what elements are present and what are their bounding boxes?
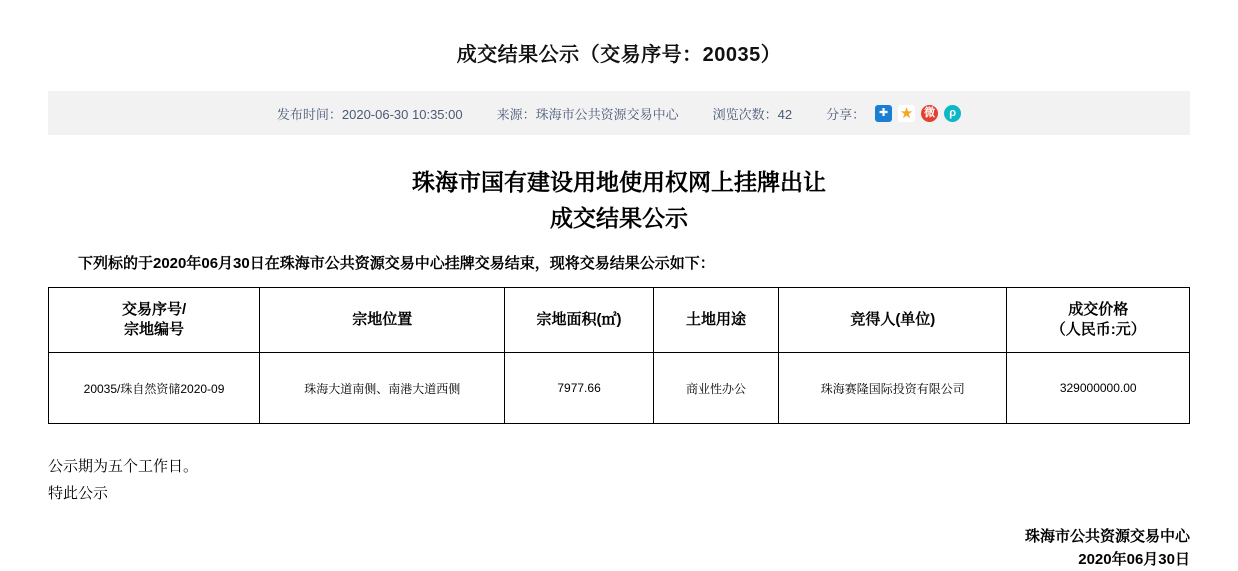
header-price-line2: （人民币:元） xyxy=(1050,321,1146,339)
share-plus-icon[interactable]: ✚ xyxy=(875,105,892,122)
source-label: 来源：珠海市公共资源交易中心 xyxy=(496,106,679,122)
cell-price: 329000000.00 xyxy=(1007,353,1190,424)
table-header-row xyxy=(49,288,1190,353)
header-trade-no-line2: 宗地编号 xyxy=(124,321,185,339)
signature xyxy=(48,525,1190,571)
table-row xyxy=(49,353,1190,424)
result-table xyxy=(48,287,1190,424)
share-favorite-icon[interactable]: ★ xyxy=(899,104,914,122)
signature-date: 2020年06月30日 xyxy=(1078,551,1190,569)
header-cell-usage: 土地用途 xyxy=(653,288,779,353)
view-count: 浏览次数：42 xyxy=(712,106,793,122)
header-cell-location: 宗地位置 xyxy=(260,288,505,353)
cell-location: 珠海大道南侧、南港大道西侧 xyxy=(260,353,505,424)
headline-line-1: 珠海市国有建设用地使用权网上挂牌出让 xyxy=(412,169,826,195)
notes-line-2: 特此公示 xyxy=(48,484,109,502)
notes-line-1: 公示期为五个工作日。 xyxy=(48,458,199,476)
header-price-line1: 成交价格 xyxy=(1068,301,1129,319)
header-cell-trade-no xyxy=(49,288,260,353)
headline xyxy=(0,165,1238,236)
header-cell-price xyxy=(1007,288,1190,353)
cell-area: 7977.66 xyxy=(505,353,653,424)
meta-bar xyxy=(48,91,1190,135)
publish-time: 发布时间：2020-06-30 10:35:00 xyxy=(276,106,463,122)
cell-winner: 珠海赛隆国际投资有限公司 xyxy=(779,353,1007,424)
header-cell-winner: 竞得人(单位) xyxy=(779,288,1007,353)
cell-usage: 商业性办公 xyxy=(653,353,779,424)
meta-inner xyxy=(277,104,961,123)
cell-trade-no: 20035/珠自然资储2020-09 xyxy=(49,353,260,424)
header-trade-no-line1: 交易序号/ xyxy=(121,301,187,319)
share-weibo-icon[interactable]: 微 xyxy=(921,105,938,122)
headline-line-2: 成交结果公示 xyxy=(550,204,688,231)
share-group xyxy=(826,104,961,123)
notes xyxy=(48,454,1190,507)
share-label: 分享： xyxy=(826,106,866,122)
header-cell-area: 宗地面积(㎡) xyxy=(505,288,653,353)
lead-paragraph: 下列标的于2020年06月30日在珠海市公共资源交易中心挂牌交易结束，现将交易结果公示如下： xyxy=(78,255,715,273)
signature-org: 珠海市公共资源交易中心 xyxy=(1024,527,1190,545)
share-qzone-icon[interactable]: ρ xyxy=(944,105,961,122)
page-title: 成交结果公示（交易序号：20035） xyxy=(456,44,782,66)
